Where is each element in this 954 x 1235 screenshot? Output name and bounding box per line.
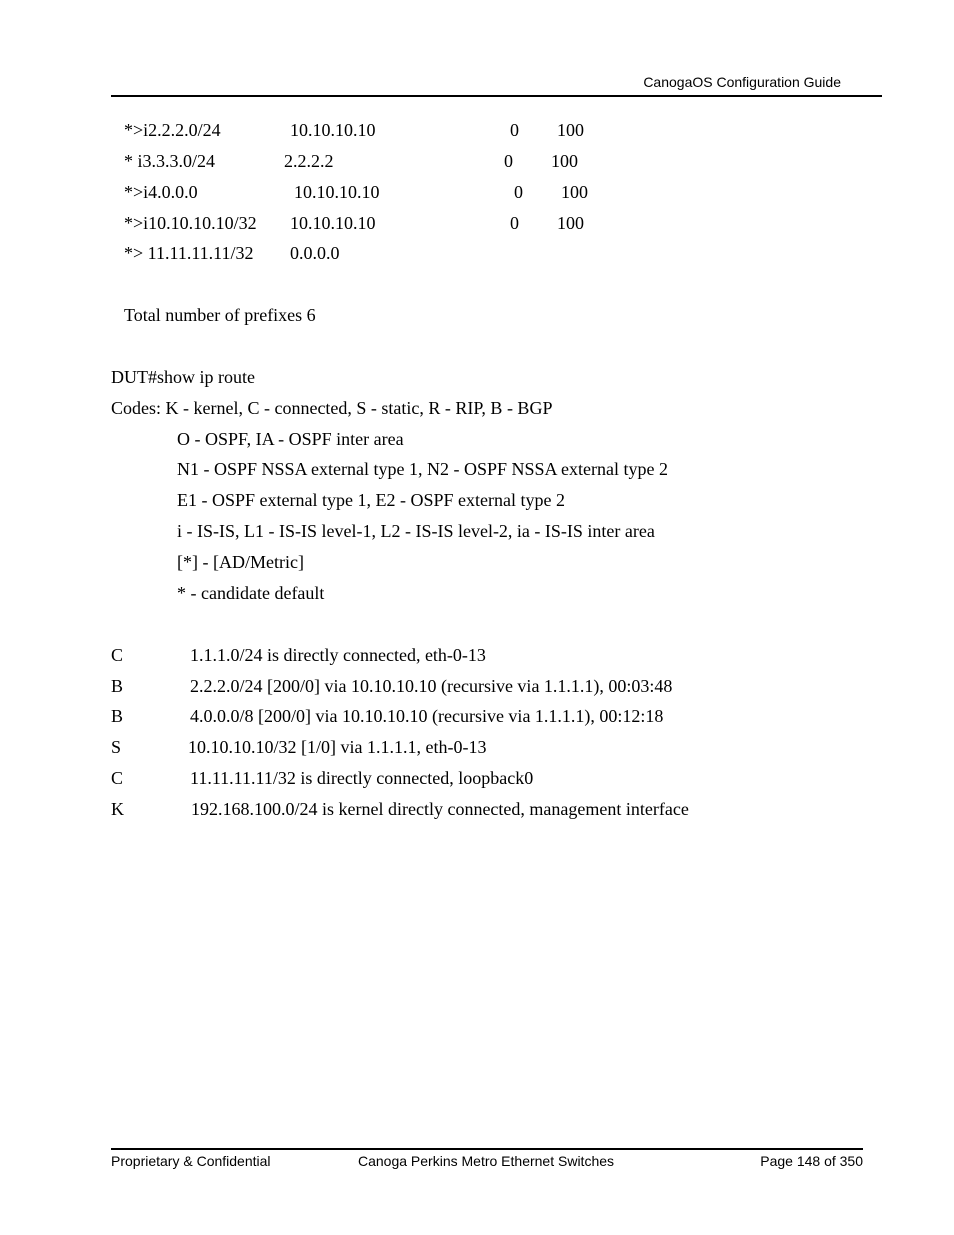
bgp-local-pref: 100 — [551, 151, 578, 171]
bgp-next-hop: 10.10.10.10 — [290, 213, 376, 233]
route-code: B — [111, 706, 124, 726]
bgp-local-pref: 100 — [557, 213, 584, 233]
bgp-metric: 0 — [504, 151, 513, 171]
bgp-metric: 0 — [514, 182, 523, 202]
codes-legend-line: O - OSPF, IA - OSPF inter area — [177, 429, 404, 449]
bgp-next-hop: 10.10.10.10 — [294, 182, 380, 202]
bgp-metric: 0 — [510, 120, 519, 140]
bgp-next-hop: 10.10.10.10 — [290, 120, 376, 140]
footer-center: Canoga Perkins Metro Ethernet Switches — [358, 1153, 615, 1169]
route-code: C — [111, 768, 124, 788]
command-line: DUT#show ip route — [111, 367, 255, 387]
route-code: B — [111, 676, 124, 696]
bgp-status-network: *>i4.0.0.0 — [124, 182, 198, 202]
codes-legend-first: Codes: K - kernel, C - connected, S - static, R - RIP, B - BGP — [111, 398, 553, 418]
route-text: 10.10.10.10/32 [1/0] via 1.1.1.1, eth-0-13 — [188, 737, 487, 757]
bgp-local-pref: 100 — [557, 120, 584, 140]
footer-page-number: Page 148 of 350 — [760, 1153, 863, 1169]
bgp-next-hop: 2.2.2.2 — [284, 151, 334, 171]
route-text: 11.11.11.11/32 is directly connected, loopback0 — [190, 768, 534, 788]
codes-legend-line: * - candidate default — [177, 583, 325, 603]
bgp-metric: 0 — [510, 213, 519, 233]
header-rule — [111, 95, 882, 97]
header-title: CanogaOS Configuration Guide — [643, 74, 841, 90]
bgp-local-pref: 100 — [561, 182, 588, 202]
route-text: 192.168.100.0/24 is kernel directly connected, management interface — [191, 799, 689, 819]
bgp-status-network: *> 11.11.11.11/32 — [124, 243, 254, 263]
route-text: 4.0.0.0/8 [200/0] via 10.10.10.10 (recursive via 1.1.1.1), 00:12:18 — [190, 706, 664, 726]
total-prefixes: Total number of prefixes 6 — [124, 305, 316, 325]
footer-left: Proprietary & Confidential — [111, 1153, 271, 1169]
footer-rule — [111, 1148, 863, 1150]
route-code: K — [111, 799, 124, 819]
bgp-status-network: *>i10.10.10.10/32 — [124, 213, 257, 233]
route-code: C — [111, 645, 124, 665]
codes-legend-line: i - IS-IS, L1 - IS-IS level-1, L2 - IS-IS level-2, ia - IS-IS inter area — [177, 521, 655, 541]
route-text: 1.1.1.0/24 is directly connected, eth-0-13 — [190, 645, 486, 665]
codes-legend-line: [*] - [AD/Metric] — [177, 552, 304, 572]
route-text: 2.2.2.0/24 [200/0] via 10.10.10.10 (recursive via 1.1.1.1), 00:03:48 — [190, 676, 673, 696]
bgp-status-network: * i3.3.3.0/24 — [124, 151, 216, 171]
codes-legend-line: N1 - OSPF NSSA external type 1, N2 - OSPF NSSA external type 2 — [177, 459, 669, 479]
codes-legend-line: E1 - OSPF external type 1, E2 - OSPF external type 2 — [177, 490, 565, 510]
bgp-status-network: *>i2.2.2.0/24 — [124, 120, 221, 140]
route-code: S — [111, 737, 122, 757]
bgp-next-hop: 0.0.0.0 — [290, 243, 340, 263]
